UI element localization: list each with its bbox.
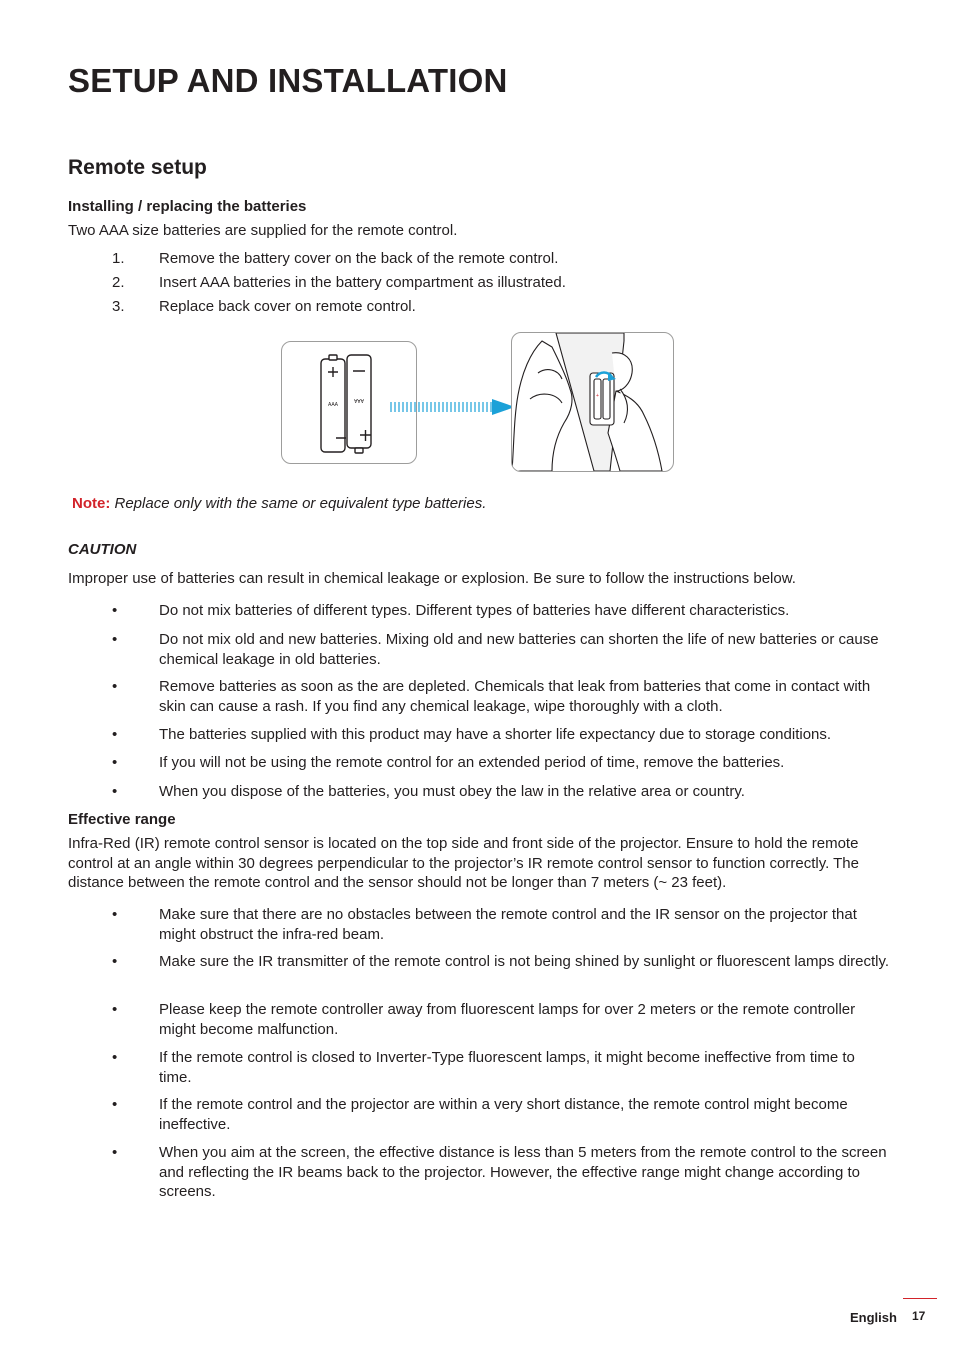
- note-label: Note:: [72, 495, 111, 512]
- section-title: Remote setup: [68, 156, 207, 179]
- caution-bullet: [112, 677, 892, 716]
- step-text: Insert AAA batteries in the battery compartment as illustrated.: [159, 274, 566, 291]
- step-text: Replace back cover on remote control.: [159, 298, 416, 315]
- caution-bullet: [112, 601, 892, 621]
- step-number: 2.: [112, 274, 125, 291]
- bullet-dot: •: [112, 602, 118, 619]
- bullet-dot: •: [112, 906, 118, 923]
- range-bullet: [112, 905, 892, 944]
- step-number: 3.: [112, 298, 125, 315]
- bullet-text: If you will not be using the remote control for an extended period of time, remove the batteries.: [159, 754, 785, 771]
- chapter-title: SETUP AND INSTALLATION: [68, 62, 508, 99]
- caution-heading: CAUTION: [68, 541, 137, 558]
- battery-label: AAA: [353, 397, 365, 403]
- svg-text:+: +: [596, 393, 599, 399]
- note-text: Replace only with the same or equivalent type batteries.: [110, 495, 487, 512]
- bullet-text: If the remote control is closed to Inverter-Type fluorescent lamps, it might become ineffective from time to time.: [159, 1049, 855, 1086]
- range-bullet: [112, 1143, 892, 1202]
- caution-bullet: [112, 630, 892, 669]
- range-intro: Infra-Red (IR) remote control sensor is located on the top side and front side of the projector. Ensure to hold the remote control at an angle within 30 degrees perpendicular to the projector’s IR remote control sensor to function correctly. The distance between the remote control and the sensor should not be longer than 7 meters (~ 23 feet).: [68, 835, 859, 891]
- range-bullet: [112, 1095, 892, 1134]
- bullet-text: If the remote control and the projector are within a very short distance, the remote control might become ineffective.: [159, 1096, 848, 1133]
- batteries-intro: Two AAA size batteries are supplied for the remote control.: [68, 222, 458, 239]
- battery-label: AAA: [327, 402, 339, 408]
- footer-accent-line: [903, 1298, 937, 1299]
- bullet-text: When you dispose of the batteries, you must obey the law in the relative area or country.: [159, 783, 745, 800]
- range-bullet: [112, 1000, 892, 1039]
- note-line: [72, 494, 486, 514]
- range-bullet: [112, 952, 892, 972]
- caution-bullet: [112, 753, 892, 773]
- bullet-text: Do not mix old and new batteries. Mixing old and new batteries can shorten the life of new batteries or cause chemical leakage in old batteries.: [159, 631, 879, 668]
- bullet-text: Remove batteries as soon as the are depleted. Chemicals that leak from batteries that come in contact with skin can cause a rash. If you find any chemical leakage, wipe thoroughly with a cloth.: [159, 678, 871, 715]
- footer-language: English: [850, 1310, 897, 1325]
- range-heading: Effective range: [68, 811, 176, 828]
- bullet-dot: •: [112, 678, 118, 695]
- bullet-dot: •: [112, 726, 118, 743]
- bullet-dot: •: [112, 1049, 118, 1066]
- bullet-text: The batteries supplied with this product may have a shorter life expectancy due to storage conditions.: [159, 726, 832, 743]
- insert-arrow-icon: [388, 396, 518, 418]
- bullet-dot: •: [112, 1144, 118, 1161]
- bullet-dot: •: [112, 754, 118, 771]
- bullet-text: Please keep the remote controller away from fluorescent lamps for over 2 meters or the remote controller might become malfunction.: [159, 1001, 856, 1038]
- caution-bullet: [112, 725, 892, 745]
- bullet-dot: •: [112, 783, 118, 800]
- caution-intro: Improper use of batteries can result in chemical leakage or explosion. Be sure to follow the instructions below.: [68, 570, 796, 587]
- batteries-heading: Installing / replacing the batteries: [68, 198, 307, 215]
- remote-hands-icon: [512, 333, 673, 471]
- caution-bullet: [112, 782, 892, 802]
- bullet-dot: •: [112, 631, 118, 648]
- range-bullet: [112, 1048, 892, 1087]
- bullet-dot: •: [112, 953, 118, 970]
- bullet-text: Make sure the IR transmitter of the remote control is not being shined by sunlight or fluorescent lamps directly.: [159, 953, 890, 970]
- bullet-text: When you aim at the screen, the effective distance is less than 5 meters from the remote control to the screen and reflecting the IR beams back to the projector. However, the effective range might change according to screens.: [159, 1144, 887, 1200]
- bullet-dot: •: [112, 1001, 118, 1018]
- page-number: 17: [912, 1309, 926, 1323]
- bullet-text: Make sure that there are no obstacles between the remote control and the IR sensor on the projector that might obstruct the infra-red beam.: [159, 906, 857, 943]
- remote-hands-illustration: [511, 332, 674, 472]
- bullet-text: Do not mix batteries of different types. Different types of batteries have different characteristics.: [159, 602, 790, 619]
- bullet-dot: •: [112, 1096, 118, 1113]
- step-number: 1.: [112, 250, 125, 267]
- step-text: Remove the battery cover on the back of the remote control.: [159, 250, 559, 267]
